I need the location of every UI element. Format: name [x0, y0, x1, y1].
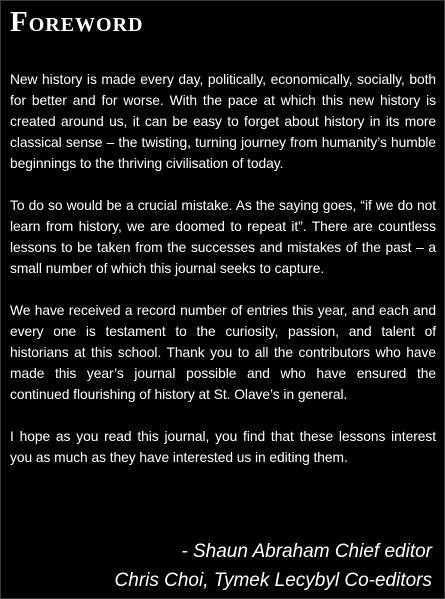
paragraph-3: We have received a record number of entries this year, and each and every one is testament to the curiosity, passion, and talent of historians at this school. Thank you to all the contributors who have made this year’s journal possible and who have ensured the continued flourishing of history at St. Olave’s in general.: [10, 303, 436, 402]
paragraph-2: To do so would be a crucial mistake. As the saying goes, “if we do not learn from history, we are doomed to repeat it”. There are countless lessons to be taken from the successes and mistakes of the past – a small number of which this journal seeks to capture.: [10, 198, 436, 276]
signature-co-editors: Chris Choi, Tymek Lecybyl Co-editors: [114, 570, 432, 591]
foreword-body: [10, 69, 436, 489]
signature-chief-editor: - Shaun Abraham Chief editor: [181, 541, 432, 562]
signature-block: [115, 537, 432, 595]
page-title: Foreword: [10, 6, 144, 38]
paragraph-4: I hope as you read this journal, you find that these lessons interest you as much as they have interested us in editing them.: [10, 429, 436, 465]
paragraph-1: New history is made every day, politically, economically, socially, both for better and for worse. With the pace at which this new history is created around us, it can be easy to forget about history in its more classical sense – the twisting, turning journey from humanity’s humble beginnings to the thriving civilisation of today.: [10, 72, 436, 171]
